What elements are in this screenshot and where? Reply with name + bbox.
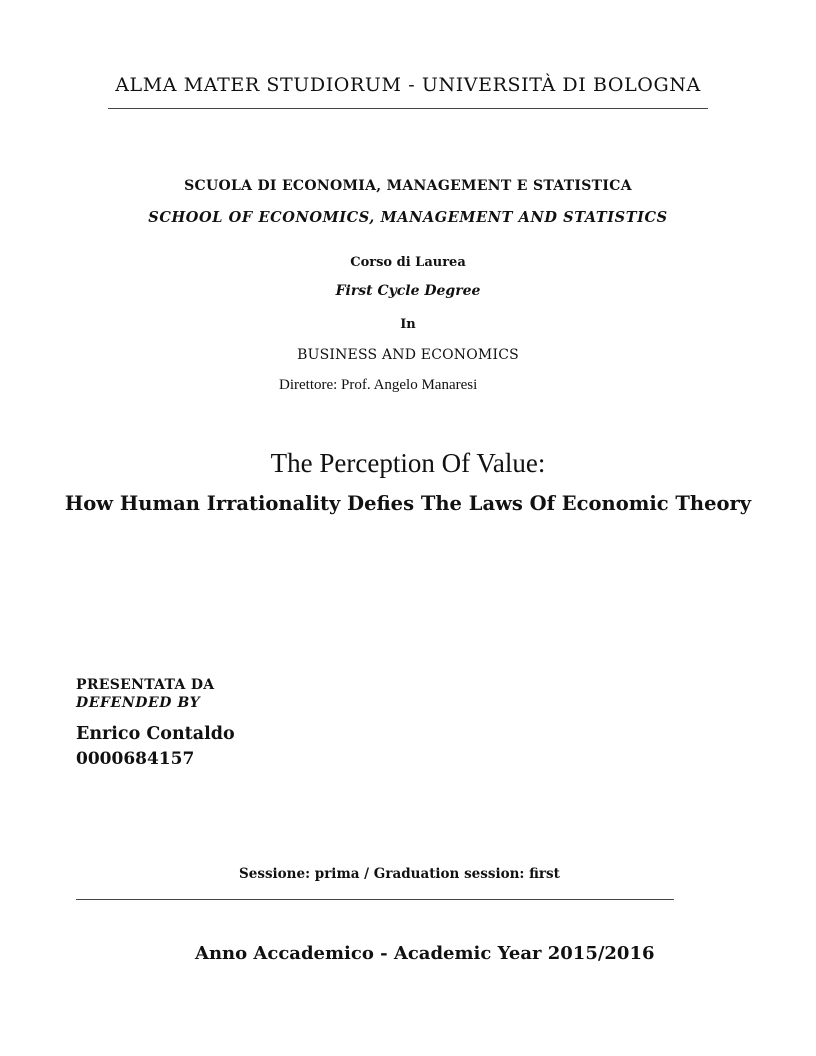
degree-label: First Cycle Degree (335, 283, 481, 299)
university-name: ALMA MATER STUDIORUM - UNIVERSITÀ DI BOLOGNA (115, 74, 701, 96)
corso-label: Corso di Laurea (350, 255, 466, 270)
student-name: Enrico Contaldo (76, 724, 235, 744)
defended-by-label: DEFENDED BY (76, 695, 201, 711)
student-id: 0000684157 (76, 749, 195, 769)
thesis-subtitle: How Human Irrationality Defies The Laws Of Economic Theory (64, 492, 752, 515)
director-line: Direttore: Prof. Angelo Manaresi (279, 377, 478, 393)
graduation-session: Sessione: prima / Graduation session: first (239, 866, 560, 882)
school-name-italian: SCUOLA DI ECONOMIA, MANAGEMENT E STATISTICA (184, 178, 632, 194)
thesis-title: The Perception Of Value: (270, 448, 546, 478)
program-name: BUSINESS AND ECONOMICS (297, 347, 519, 363)
header-divider (108, 108, 708, 109)
footer-divider (76, 899, 674, 900)
in-label: In (400, 317, 416, 332)
presented-by-label: PRESENTATA DA (76, 677, 215, 693)
school-name-english: SCHOOL OF ECONOMICS, MANAGEMENT AND STATISTICS (148, 209, 668, 226)
academic-year: Anno Accademico - Academic Year 2015/2016 (195, 943, 655, 964)
